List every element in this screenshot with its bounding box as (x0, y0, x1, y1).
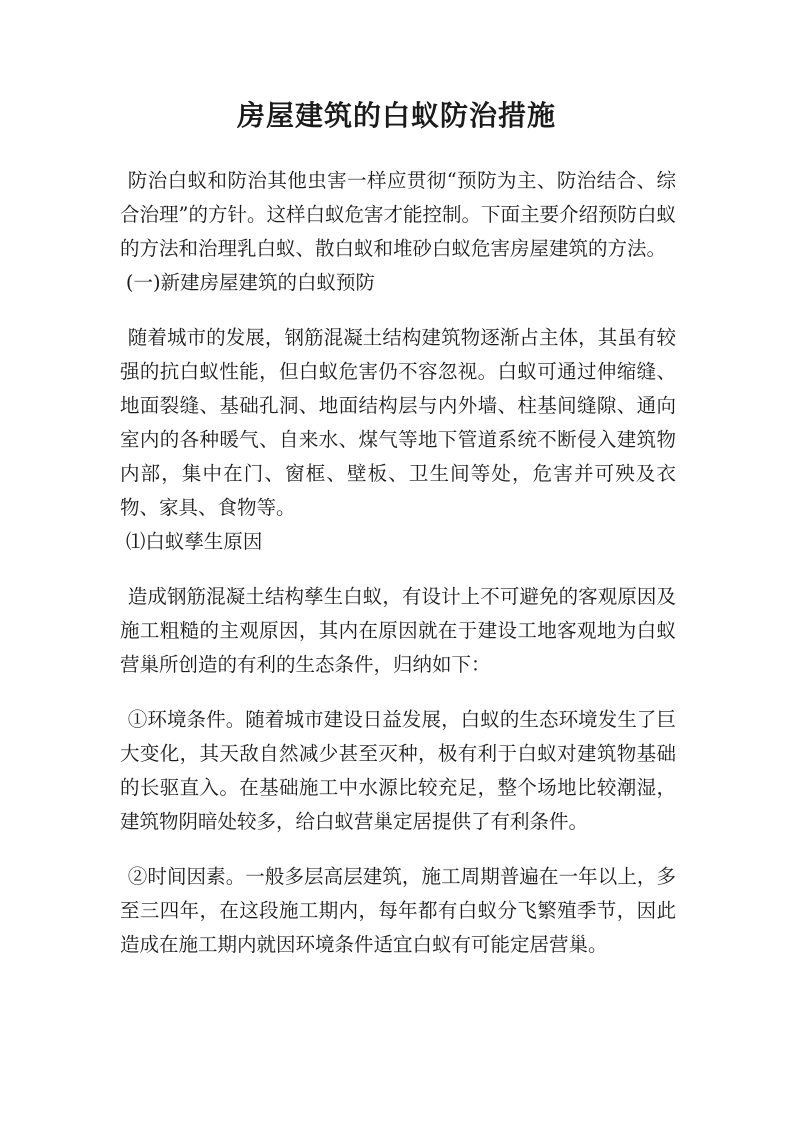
section-heading-new-building: (一)新建房屋建筑的白蚁预防 (125, 271, 376, 294)
document-title: 房屋建筑的白蚁防治措施 (236, 99, 556, 132)
intro-paragraph: 防治白蚁和防治其他虫害一样应贯彻“预防为主、防治结合、综合治理”的方针。这样白蚁危害才能控制。下面主要介绍预防白蚁的方法和治理乳白蚁、散白蚁和堆砂白蚁危害房屋建筑的方法。 (120, 169, 676, 260)
causes-paragraph: 造成钢筋混凝土结构孳生白蚁，有设计上不可避免的客观原因及施工粗糙的主观原因，其内在原因就在于建设工地客观地为白蚁营巢所创造的有利的生态条件，归纳如下： (120, 585, 676, 676)
section-paragraph-urban-development: 随着城市的发展，钢筋混凝土结构建筑物逐渐占主体，其虽有较强的抗白蚁性能，但白蚁危害仍不容忽视。白蚁可通过伸缩缝、地面裂缝、基础孔洞、地面结构层与内外墙、柱基间缝隙、通向室内的各种暖气、自来水、煤气等地下管道系统不断侵入建筑物内部，集中在门、窗框、壁板、卫生间等处，危害并可殃及衣物、家具、食物等。 (120, 326, 676, 519)
document-body (120, 164, 676, 962)
subsection-heading-causes: ⑴白蚁孳生原因 (125, 530, 263, 553)
environment-condition-paragraph: ①环境条件。随着城市建设日益发展，白蚁的生态环境发生了巨大变化，其天敌自然减少甚至灭种，极有利于白蚁对建筑物基础的长驱直入。在基础施工中水源比较充足，整个场地比较潮湿，建筑物阴暗处较多，给白蚁营巢定居提供了有利条件。 (120, 708, 676, 833)
time-factor-paragraph: ②时间因素。一般多层高层建筑，施工周期普遍在一年以上，多至三四年，在这段施工期内，每年都有白蚁分飞繁殖季节，因此造成在施工期内就因环境条件适宜白蚁有可能定居营巢。 (120, 865, 676, 956)
